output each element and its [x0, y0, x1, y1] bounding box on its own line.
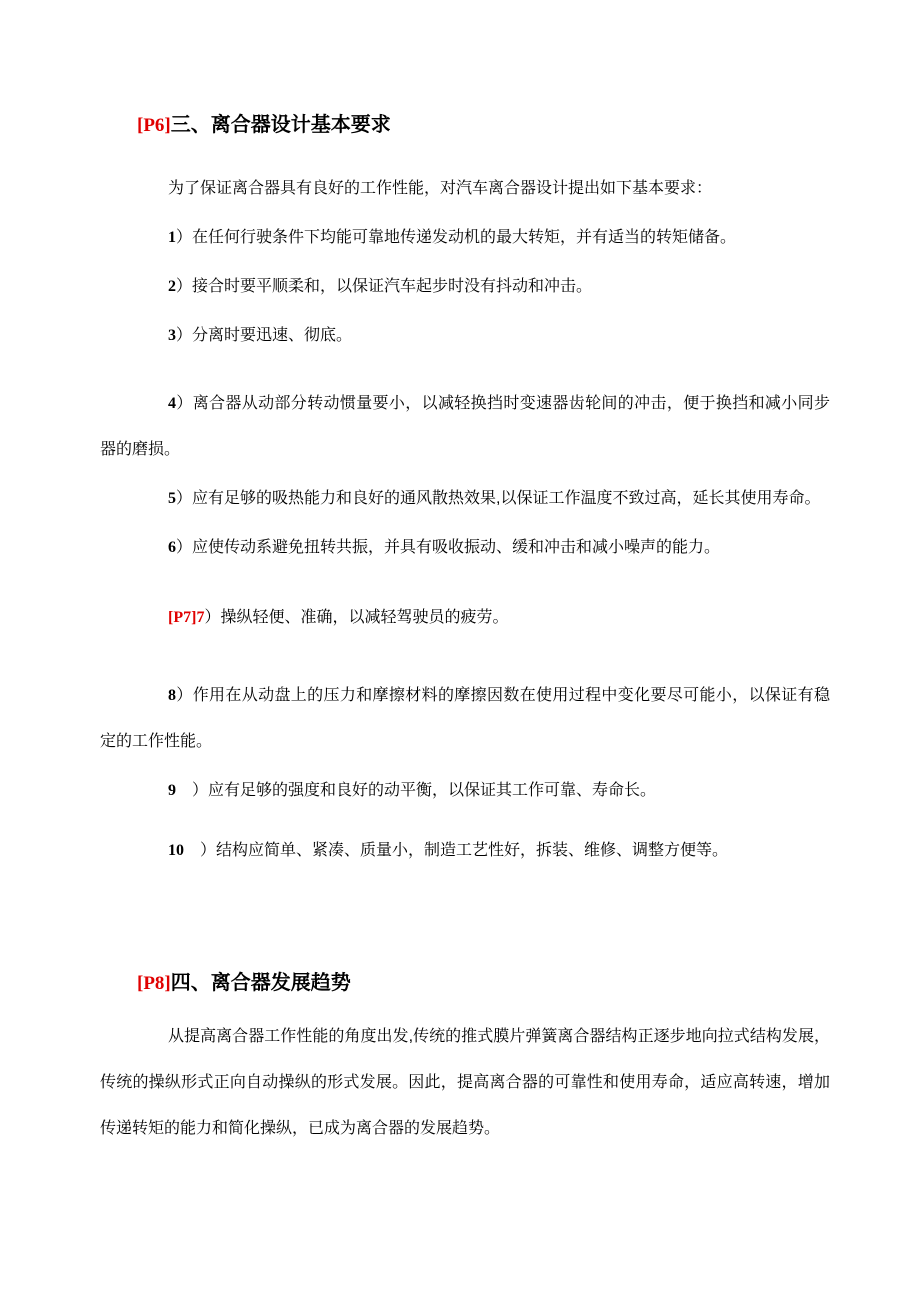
item-text: 应使传动系避免扭转共振，并具有吸收振动、缓和冲击和减小噪声的能力。 — [192, 539, 721, 556]
item-number: 4 — [168, 395, 176, 412]
requirement-item — [100, 595, 830, 641]
item-number: 1 — [168, 229, 176, 246]
item-text: 接合时要平顺柔和，以保证汽车起步时没有抖动和冲击。 — [192, 278, 593, 295]
item-separator: ） — [176, 278, 193, 295]
requirement-item — [100, 525, 830, 571]
item-number: 5 — [168, 490, 176, 507]
item-text: 应有足够的强度和良好的动平衡，以保证其工作可靠、寿命长。 — [208, 782, 657, 799]
page-marker-p6: [P6] — [137, 115, 171, 136]
item-separator: ） — [176, 782, 209, 799]
item-text: 操纵轻便、准确，以减轻驾驶员的疲劳。 — [220, 609, 509, 626]
requirements-list — [100, 215, 830, 874]
item-separator: ） — [176, 229, 193, 246]
section1-heading-text: 三、离合器设计基本要求 — [170, 114, 391, 136]
item-number: 3 — [168, 327, 176, 344]
item-separator: ） — [176, 539, 193, 556]
item-text: 应有足够的吸热能力和良好的通风散热效果,以保证工作温度不致过高，延长其使用寿命。 — [192, 490, 821, 507]
trend-paragraph: 从提高离合器工作性能的角度出发,传统的推式膜片弹簧离合器结构正逐步地向拉式结构发展，传统的操纵形式正向自动操纵的形式发展。因此，提高离合器的可靠性和使用寿命，适应高转速，增加传递转矩的能力和简化操纵，已成为离合器的发展趋势。 — [100, 1028, 830, 1137]
page-marker: [P7] — [168, 609, 197, 626]
item-text: 离合器从动部分转动惯量要小，以减轻换挡时变速器齿轮间的冲击，便于换挡和减小同步器的磨损。 — [100, 395, 830, 458]
item-number: 2 — [168, 278, 176, 295]
requirement-item — [100, 215, 830, 261]
requirement-item — [100, 264, 830, 310]
requirement-item — [100, 828, 830, 874]
requirement-item — [100, 476, 830, 522]
item-text: 作用在从动盘上的压力和摩擦材料的摩擦因数在使用过程中变化要尽可能小，以保证有稳定的工作性能。 — [100, 687, 830, 750]
item-text: 结构应简单、紧凑、质量小，制造工艺性好，拆装、维修、调整方便等。 — [216, 842, 729, 859]
item-text: 分离时要迅速、彻底。 — [192, 327, 353, 344]
page-marker-p8: [P8] — [137, 973, 171, 994]
section2-heading-text: 四、离合器发展趋势 — [170, 972, 351, 994]
item-text: 在任何行驶条件下均能可靠地传递发动机的最大转矩，并有适当的转矩储备。 — [192, 229, 737, 246]
item-separator: ） — [176, 687, 193, 704]
item-separator: ） — [176, 395, 193, 412]
item-separator: ） — [204, 609, 221, 626]
requirement-item — [100, 381, 830, 473]
requirement-item — [100, 768, 830, 814]
item-separator: ） — [176, 490, 193, 507]
item-separator: ） — [176, 327, 193, 344]
item-number: 10 — [168, 842, 184, 859]
section1-heading — [100, 110, 830, 141]
intro-paragraph: 为了保证离合器具有良好的工作性能，对汽车离合器设计提出如下基本要求： — [168, 180, 713, 197]
requirement-item — [100, 313, 830, 359]
item-number: 6 — [168, 539, 176, 556]
item-number: 7 — [196, 609, 205, 626]
item-number: 9 — [168, 782, 176, 799]
requirement-item — [100, 673, 830, 765]
section2-heading — [100, 968, 830, 999]
item-separator: ） — [184, 842, 217, 859]
item-number: 8 — [168, 687, 176, 704]
